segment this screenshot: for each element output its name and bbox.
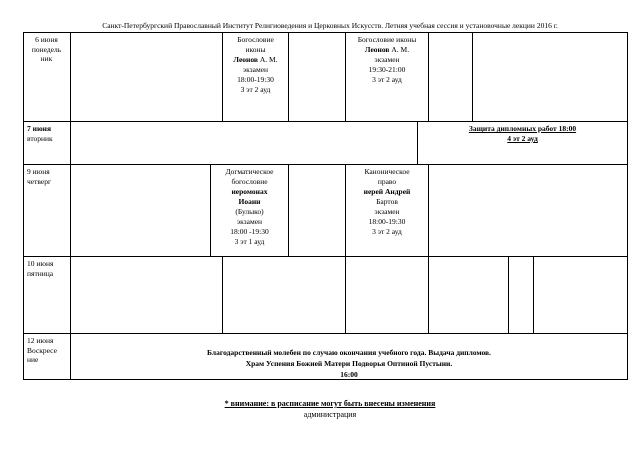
day-cell-thursday (25, 167, 70, 186)
class-time: 19:30-21:00 (368, 65, 406, 74)
col-line (345, 256, 346, 333)
defense-title: Защита дипломных работ 18:00 (468, 124, 577, 133)
subject-line: богословие (231, 177, 268, 186)
day-weekday: четверг (27, 176, 52, 186)
subject-line: Каноническое (364, 167, 410, 176)
teacher-name: Иоанн (238, 197, 261, 206)
day-cell-tuesday (25, 124, 70, 143)
subject-line: право (377, 177, 397, 186)
col-line (23, 32, 24, 380)
col-line (428, 32, 429, 121)
day-date: 7 июня (27, 124, 52, 133)
subject-line: Богословие иконы (357, 35, 417, 44)
day-weekday: понедель (31, 44, 62, 54)
notice-signature: администрация (303, 410, 357, 419)
day-weekday: пятница (27, 268, 54, 278)
subject-line: иконы (245, 45, 266, 54)
thanksgiving-service-cell (71, 347, 627, 380)
col-line (428, 164, 429, 256)
teacher-surname: (Булыко) (235, 207, 264, 216)
col-line (508, 256, 509, 333)
day-cell-friday (25, 259, 70, 278)
day-cell-sunday (25, 336, 70, 365)
thesis-defense-cell (418, 124, 627, 144)
class-time: 18:00-19:30 (237, 75, 274, 84)
row-line (23, 256, 628, 257)
service-location: Храм Успения Божией Матери Подворья Оптиной Пустыни. (245, 359, 453, 368)
row-line (23, 164, 628, 165)
col-line (627, 32, 628, 380)
row-line (23, 32, 628, 33)
teacher-initials: А. М. (389, 45, 410, 54)
col-line (472, 32, 473, 121)
class-room: 3 эт 1 ауд (234, 237, 265, 246)
class-cell-canon-law (346, 167, 428, 237)
class-room: 3 эт 2 ауд (372, 75, 402, 84)
teacher-line (346, 45, 428, 55)
day-date: 6 июня (35, 35, 58, 44)
class-cell-icon-theology-1 (223, 35, 288, 95)
class-time: 18:00-19:30 (368, 217, 406, 226)
subject-line: Догматическое (225, 167, 274, 176)
class-time: 18:00 -19:30 (230, 227, 269, 236)
day-date: 9 июня (27, 167, 50, 176)
day-weekday: вторник (27, 133, 53, 143)
day-date: 10 июня (27, 259, 54, 268)
day-weekday-cont: ник (40, 54, 53, 63)
teacher-line (223, 55, 288, 65)
day-date: 12 июня (27, 336, 54, 345)
col-line (428, 256, 429, 333)
schedule-table (23, 32, 628, 380)
day-cell-monday (25, 35, 68, 64)
row-line (23, 333, 628, 334)
row-line (23, 121, 628, 122)
col-line (288, 164, 289, 256)
service-title: Благодарственный молебен по случаю окончания учебного года. Выдача дипломов. (207, 348, 491, 357)
teacher-initials: А. М. (257, 55, 278, 64)
day-weekday: Воскресе (27, 345, 57, 355)
col-line (533, 256, 534, 333)
day-weekday-cont: ние (27, 355, 39, 364)
teacher-surname: Леонов (233, 55, 258, 64)
subject-line: Богословие (237, 35, 274, 44)
page-title: Санкт-Петербургский Православный Институт Религиоведения и Церковных Искусств. Летняя учебная сессия и установочные лекции 2016 г. (102, 21, 558, 30)
class-type: экзамен (374, 207, 400, 216)
class-type: экзамен (236, 217, 263, 226)
schedule-notice (150, 398, 510, 420)
service-time: 16:00 (340, 370, 358, 379)
teacher-rank: иеромонах (231, 187, 268, 196)
class-cell-icon-theology-2 (346, 35, 428, 85)
class-type: экзамен (242, 65, 269, 74)
col-line (222, 256, 223, 333)
class-room: 3 эт 2 ауд (372, 227, 402, 236)
teacher-name: иерей Андрей (363, 187, 411, 196)
class-room: 3 эт 2 ауд (240, 85, 271, 94)
col-line (70, 32, 71, 380)
teacher-surname: Леонов (364, 45, 390, 54)
col-line (288, 32, 289, 121)
notice-text: * внимание: в расписание могут быть внесены изменения (224, 399, 436, 408)
class-type: экзамен (374, 55, 400, 64)
defense-room: 4 эт 2 ауд (507, 134, 538, 143)
class-cell-dogmatic-theology (211, 167, 288, 247)
teacher-surname: Бартов (376, 197, 398, 206)
